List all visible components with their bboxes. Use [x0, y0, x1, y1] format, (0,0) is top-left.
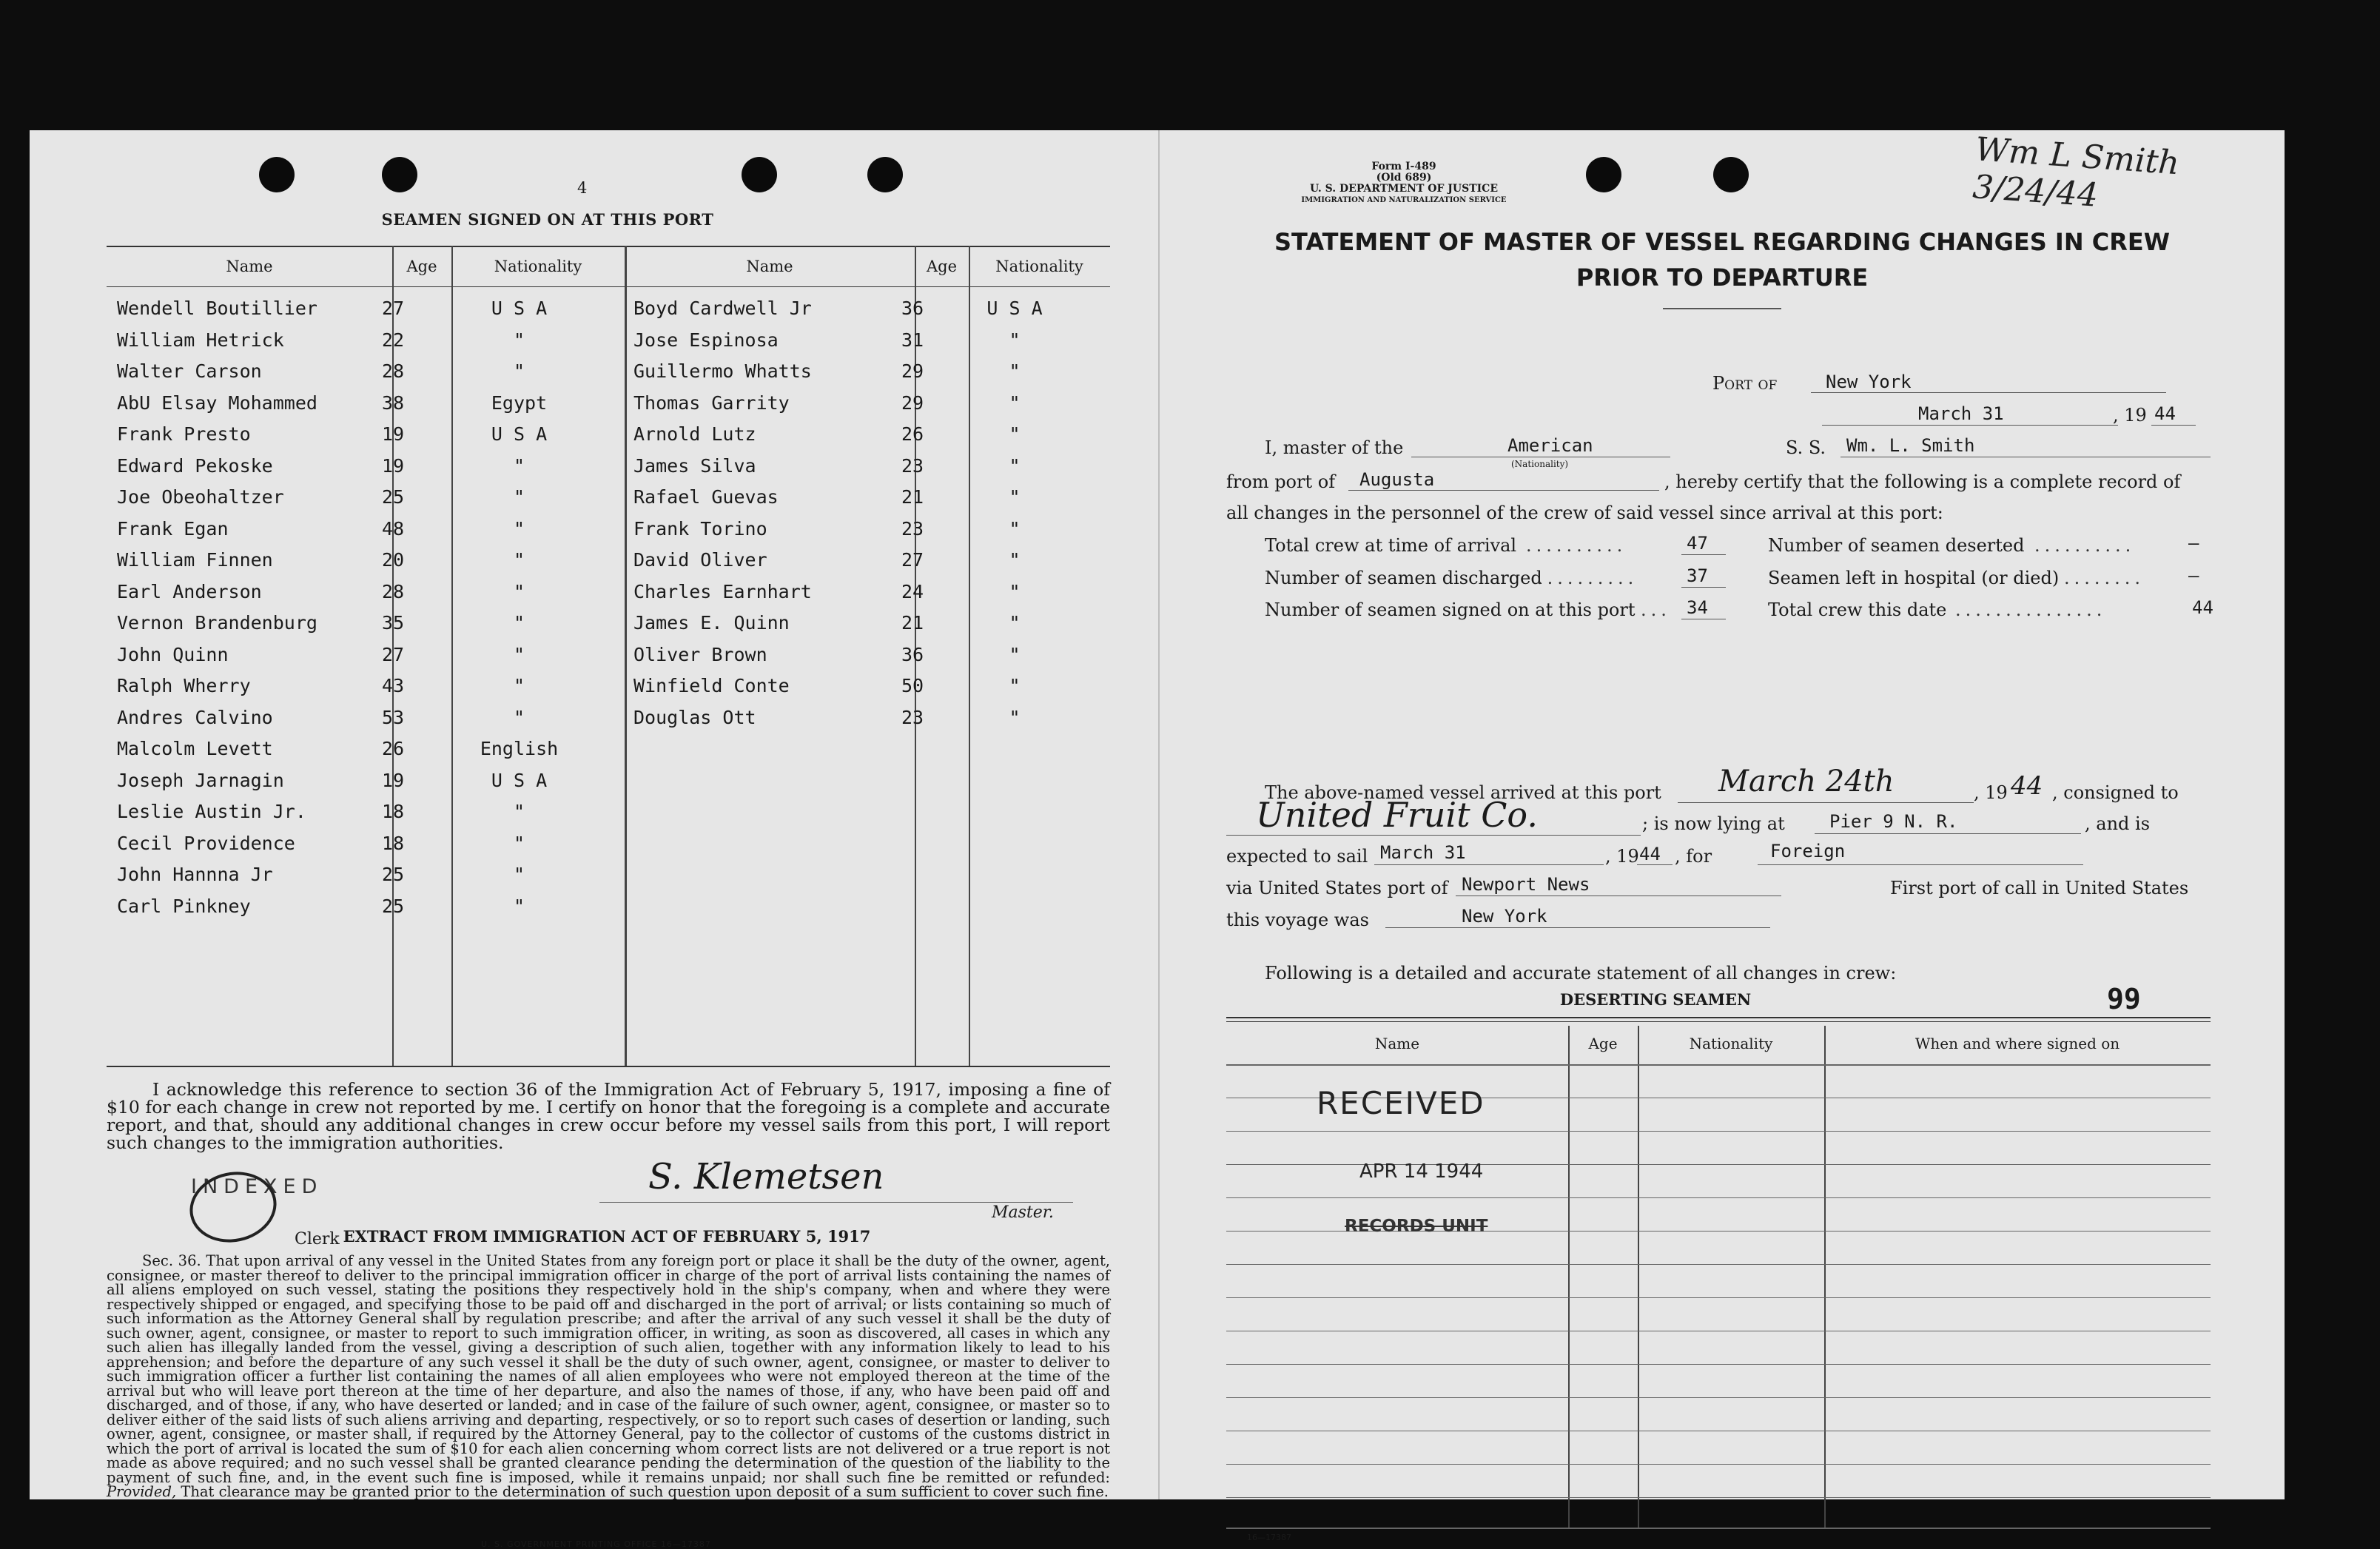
seaman-age: 18 — [381, 801, 405, 822]
seaman-age: 26 — [901, 423, 924, 445]
year-value: 44 — [2154, 403, 2176, 424]
signed-on-label: Number of seamen signed on at this port — [1265, 599, 1636, 620]
section-title: SEAMEN SIGNED ON AT THIS PORT — [381, 210, 714, 229]
table-row — [107, 482, 1110, 513]
table-row — [107, 325, 1110, 356]
deserted-label: Number of seamen deserted — [1768, 535, 2025, 556]
master-label: Master. — [992, 1203, 1054, 1222]
footer-code: 16—17387 — [1247, 1533, 1291, 1542]
seaman-name: AbU Elsay Mohammed — [117, 392, 317, 414]
seaman-name: Joe Obeohaltzer — [117, 486, 284, 508]
ss-label: S. S. — [1786, 437, 1826, 458]
sail-year-prefix: , 19 — [1605, 846, 1639, 867]
voyage-label: this voyage was — [1226, 910, 1369, 930]
seaman-age: 18 — [381, 832, 405, 854]
seaman-age: 36 — [901, 298, 924, 319]
seaman-nationality: " — [513, 580, 525, 602]
seaman-age: 29 — [901, 392, 924, 414]
seaman-name: Cecil Providence — [117, 832, 295, 854]
and-is-label: , and is — [2085, 813, 2151, 834]
seaman-name: Guillermo Whatts — [633, 360, 812, 382]
seaman-name: Boyd Cardwell Jr — [633, 298, 812, 319]
table-row — [107, 451, 1110, 482]
table-row — [107, 796, 1110, 827]
certify-text: , hereby certify that the following is a complete record of — [1664, 471, 2181, 492]
seaman-age: 20 — [381, 549, 405, 571]
table-row — [107, 733, 1110, 765]
seaman-name: James Silva — [633, 454, 756, 477]
acknowledgement: I acknowledge this reference to section 36 of the Immigration Act of February 5, 1917, imposing a fine of $10 for each change in crew not reported by me. I certify on honor that the foregoing is a complete and accurate report, and that, should any additional changes in crew occur before my vessel sails from this port, I will report such changes to the immigration authorities. — [107, 1079, 1110, 1153]
desert-col-signed-on: When and where signed on — [1915, 1035, 2120, 1052]
col-header-name: Name — [226, 258, 273, 275]
department: U. S. DEPARTMENT OF JUSTICE — [1309, 183, 1498, 195]
seaman-age: 21 — [901, 612, 924, 634]
seaman-name: Frank Torino — [633, 517, 767, 540]
seaman-nationality: " — [1009, 360, 1021, 382]
seaman-age: 19 — [381, 454, 405, 477]
arrived-label: The above-named vessel arrived at this port — [1265, 782, 1661, 803]
table-row — [107, 293, 1110, 324]
seaman-nationality: " — [513, 486, 525, 508]
seaman-nationality: English — [480, 738, 559, 759]
seaman-name: Walter Carson — [117, 360, 262, 382]
seaman-age: 27 — [381, 643, 405, 665]
punch-hole — [867, 157, 903, 192]
deserting-title: DESERTING SEAMEN — [1559, 990, 1752, 1009]
sail-year: 44 — [1639, 844, 1661, 864]
seaman-name: Jose Espinosa — [633, 329, 779, 351]
seaman-name: Ralph Wherry — [117, 675, 251, 696]
seaman-age: 36 — [901, 643, 924, 665]
seaman-age: 23 — [901, 706, 924, 728]
punch-hole — [382, 157, 417, 192]
col-header-age: Age — [926, 258, 958, 275]
seaman-name: Joseph Jarnagin — [117, 769, 284, 791]
year-prefix: , 19 — [2113, 405, 2147, 426]
seaman-nationality: U S A — [491, 423, 548, 445]
seaman-name: Frank Presto — [117, 423, 251, 445]
seamen-table — [107, 246, 1110, 1066]
from-port-label: from port of — [1226, 471, 1336, 492]
seaman-nationality: " — [1009, 549, 1021, 571]
hospital: — — [2188, 565, 2199, 586]
title-line-1: STATEMENT OF MASTER OF VESSEL REGARDING CHANGES IN CREW — [1274, 228, 2171, 256]
seaman-age: 48 — [381, 517, 405, 540]
seaman-age: 25 — [381, 864, 405, 885]
seaman-name: Malcolm Levett — [117, 738, 273, 759]
extract-body — [107, 1254, 1110, 1499]
desert-col-age: Age — [1588, 1035, 1618, 1052]
date-value: March 31 — [1918, 403, 2004, 424]
arrived-year-prefix: , 19 — [1974, 782, 2008, 803]
seaman-age: 21 — [901, 486, 924, 508]
service: IMMIGRATION AND NATURALIZATION SERVICE — [1301, 196, 1507, 204]
table-row — [107, 828, 1110, 859]
via-label: via United States port of — [1226, 878, 1448, 898]
col-header-name: Name — [746, 258, 793, 275]
punch-hole — [742, 157, 777, 192]
seaman-nationality: U S A — [491, 298, 548, 319]
seaman-name: Douglas Ott — [633, 706, 756, 728]
table-row — [107, 577, 1110, 608]
desert-col-name: Name — [1374, 1035, 1420, 1052]
seaman-age: 27 — [381, 298, 405, 319]
for-label: , for — [1675, 846, 1712, 867]
certify-text-2: all changes in the personnel of the crew of said vessel since arrival at this port: — [1226, 503, 1943, 523]
seaman-nationality: " — [513, 801, 525, 822]
sail-date: March 31 — [1380, 842, 1466, 863]
hospital-label: Seamen left in hospital (or died) — [1768, 568, 2060, 588]
table-row — [107, 859, 1110, 890]
seaman-nationality: " — [513, 549, 525, 571]
handwritten-corner: Wm L Smith 3/24/44 — [1971, 130, 2181, 215]
seaman-name: Andres Calvino — [117, 706, 273, 728]
seaman-name: John Quinn — [117, 643, 229, 665]
seaman-name: Rafael Guevas — [633, 486, 779, 508]
seaman-name: Charles Earnhart — [633, 580, 812, 602]
seaman-age: 23 — [901, 517, 924, 540]
destination: Foreign — [1770, 841, 1846, 861]
arrived-year: 44 — [2011, 771, 2043, 801]
seaman-nationality: " — [1009, 423, 1021, 445]
seaman-nationality: " — [1009, 486, 1021, 508]
master-of-label: I, master of the — [1265, 437, 1404, 458]
first-call-label: First port of call in United States — [1890, 878, 2189, 898]
col-header-nationality: Nationality — [995, 258, 1083, 275]
clerk-label: Clerk — [295, 1230, 340, 1249]
seaman-age: 23 — [901, 454, 924, 477]
table-row — [107, 891, 1110, 922]
seaman-age: 24 — [901, 580, 924, 602]
deserted: — — [2188, 533, 2199, 554]
seaman-nationality: " — [513, 329, 525, 351]
seaman-nationality: " — [1009, 517, 1021, 540]
records-unit: RECORDS UNIT — [1345, 1217, 1488, 1236]
seaman-nationality: Egypt — [491, 392, 548, 414]
seaman-age: 25 — [381, 486, 405, 508]
received-stamp: RECEIVED — [1317, 1085, 1485, 1121]
expected-label: expected to sail — [1226, 846, 1368, 867]
form-number: Form I-489 — [1371, 161, 1436, 172]
seaman-nationality: " — [1009, 612, 1021, 634]
total-crew-date-label: Total crew this date — [1768, 599, 1947, 620]
seaman-name: Oliver Brown — [633, 643, 767, 665]
seaman-nationality: " — [513, 612, 525, 634]
seaman-nationality: U S A — [986, 298, 1043, 319]
seaman-age: 50 — [901, 675, 924, 696]
port-value: New York — [1826, 372, 1912, 392]
consignee: United Fruit Co. — [1256, 795, 1538, 835]
total-crew-arrival: 47 — [1687, 533, 1708, 554]
page-mark: 99 — [2107, 983, 2141, 1015]
right-page: Form I-489 (Old 689) U. S. DEPARTMENT OF JUSTICE IMMIGRATION AND NATURALIZATION SERVICE Wm L Smith 3/24/44 STATEMENT OF MASTER OF VESSEL REGARDING CHANGES IN CREW PRIOR TO DEPARTURE Port of New York March 31 , 19 44 I, master of the American (Nationality) S. S. Wm. L. Smith from port of Augusta , hereby certify that the following is a complete record of all changes in the personnel of the crew of said vessel since arrival at this port: Total crew at time of arrival .......... 47 Number of seamen discharged .......... 37 Number of seamen signed on at this port ... 34 Number of seamen deserted .......... — Seamen left in hospital (or died) ........ — Total crew this date ............... 44 The above-named vessel arrived at this port March 24th , 19 44 , consigned to United Fruit Co. ; is now lying at Pier 9 N. R. , and is expected to sail March 31 , 19 44 , for Foreign via United States port of Newport News First port of call in United States this voyage was New York Following is a detailed and accurate statement of all changes in crew: DESERTING SEAMEN 99 Name Age Nationality When and where signed on RECEIVED APR 14 1944 RECORDS UNIT 16—17387 — [1158, 130, 2285, 1499]
signed-on: 34 — [1687, 597, 1708, 618]
col-header-nationality: Nationality — [494, 258, 582, 275]
seaman-age: 26 — [381, 738, 405, 759]
nationality-value: American — [1507, 435, 1593, 456]
page-number: 4 — [577, 179, 588, 197]
seaman-name: James E. Quinn — [633, 612, 790, 634]
seaman-nationality: " — [513, 643, 525, 665]
lying-value: Pier 9 N. R. — [1829, 811, 1958, 832]
seaman-name: Arnold Lutz — [633, 423, 756, 445]
seaman-nationality: " — [513, 517, 525, 540]
seaman-nationality: " — [1009, 706, 1021, 728]
extract-title: EXTRACT FROM IMMIGRATION ACT OF FEBRUARY 5, 1917 — [343, 1227, 871, 1246]
printing-office: U. S. GOVERNMENT PRINTING OFFICE 16—17387 — [481, 1539, 711, 1549]
seaman-name: William Finnen — [117, 549, 273, 571]
seaman-nationality: " — [513, 706, 525, 728]
seaman-nationality: " — [513, 895, 525, 917]
seaman-age: 22 — [381, 329, 405, 351]
seaman-nationality: U S A — [491, 769, 548, 791]
master-signature: S. Klemetsen — [648, 1156, 884, 1197]
seaman-name: Wendell Boutillier — [117, 298, 317, 319]
seaman-age: 19 — [381, 769, 405, 791]
via-value: Newport News — [1462, 874, 1590, 895]
left-page — [30, 130, 1158, 1549]
nationality-caption: (Nationality) — [1511, 459, 1569, 469]
indexed-stamp: INDEXED — [191, 1175, 323, 1198]
received-date: APR 14 1944 — [1359, 1160, 1484, 1183]
seaman-nationality: " — [513, 864, 525, 885]
seaman-age: 28 — [381, 580, 405, 602]
seaman-age: 53 — [381, 706, 405, 728]
desert-col-nationality: Nationality — [1689, 1035, 1773, 1052]
arrived-value: March 24th — [1718, 765, 1895, 799]
table-row — [107, 765, 1110, 796]
punch-hole — [1713, 157, 1749, 192]
seaman-nationality: " — [513, 832, 525, 854]
seaman-age: 19 — [381, 423, 405, 445]
seaman-age: 38 — [381, 392, 405, 414]
seaman-name: William Hetrick — [117, 329, 284, 351]
table-row — [107, 639, 1110, 671]
seaman-nationality: " — [513, 454, 525, 477]
seaman-name: Carl Pinkney — [117, 895, 251, 917]
form-header — [1219, 161, 1589, 206]
total-crew-arrival-label: Total crew at time of arrival — [1265, 535, 1517, 556]
following-text: Following is a detailed and accurate statement of all changes in crew: — [1265, 963, 1897, 984]
extract-tail: That clearance may be granted prior to the determination of such question upon deposit of a sum sufficient to cover such fine. — [181, 1483, 1109, 1500]
col-header-age: Age — [406, 258, 437, 275]
seaman-nationality: " — [1009, 392, 1021, 414]
seaman-nationality: " — [513, 675, 525, 696]
table-row — [107, 388, 1110, 419]
seaman-name: Edward Pekoske — [117, 454, 273, 477]
extract-section: Sec. 36. — [142, 1252, 201, 1269]
table-row — [107, 671, 1110, 702]
seaman-nationality: " — [1009, 454, 1021, 477]
seaman-nationality: " — [1009, 329, 1021, 351]
from-port-value: Augusta — [1359, 469, 1435, 490]
seaman-nationality: " — [1009, 675, 1021, 696]
discharged-label: Number of seamen discharged — [1265, 568, 1542, 588]
seaman-age: 28 — [381, 360, 405, 382]
seaman-age: 31 — [901, 329, 924, 351]
seaman-age: 25 — [381, 895, 405, 917]
table-row — [107, 356, 1110, 387]
table-row — [107, 702, 1110, 733]
seaman-nationality: " — [513, 360, 525, 382]
ship-name: Wm. L. Smith — [1846, 435, 1975, 456]
seaman-name: Thomas Garrity — [633, 392, 790, 414]
title-line-2: PRIOR TO DEPARTURE — [1576, 263, 1869, 292]
seaman-name: Earl Anderson — [117, 580, 262, 602]
seaman-nationality: " — [1009, 580, 1021, 602]
punch-hole — [259, 157, 295, 192]
total-crew-date: 44 — [2192, 597, 2213, 618]
seaman-name: David Oliver — [633, 549, 767, 571]
seaman-name: Frank Egan — [117, 517, 229, 540]
table-row — [107, 419, 1110, 450]
seaman-name: Leslie Austin Jr. — [117, 801, 306, 822]
table-row — [107, 514, 1110, 545]
voyage-value: New York — [1462, 906, 1547, 927]
extract-provided: Provided, — [107, 1483, 177, 1500]
seaman-age: 29 — [901, 360, 924, 382]
consigned-label: , consigned to — [2052, 782, 2179, 803]
seaman-name: Vernon Brandenburg — [117, 612, 317, 634]
port-label: Port of — [1712, 373, 1778, 394]
seaman-age: 27 — [901, 549, 924, 571]
table-row — [107, 608, 1110, 639]
seaman-name: John Hannna Jr — [117, 864, 273, 885]
discharged: 37 — [1687, 565, 1708, 586]
table-row — [107, 545, 1110, 576]
seaman-age: 43 — [381, 675, 405, 696]
form-old: (Old 689) — [1376, 172, 1432, 184]
punch-hole — [1586, 157, 1621, 192]
seaman-age: 35 — [381, 612, 405, 634]
seaman-nationality: " — [1009, 643, 1021, 665]
extract-text: That upon arrival of any vessel in the United States from any foreign port or place it shall be the duty of the owner, agent, consignee, or master thereof to deliver to the principal immigration officer in charge of the port of arrival lists containing the names of all aliens employed on such vessel, stating the positions they respectively hold in the ship's company, when and where they were respectively shipped or engaged, and specifying those to be paid off and discharged in the port of arrival; or lists containing so much of such information as the Attorney General shall by regulation prescribe; and after the arrival of any such vessel it shall be the duty of such owner, agent, consignee, or master to report to such immigration officer, in writing, as soon as discovered, all cases in which any such alien has illegally landed from the vessel, giving a description of such alien, together with any information likely to lead to his apprehension; and before the departure of any such vessel it shall be the duty of such owner, agent, consignee, or master to deliver to such immigration officer a further list containing the names of all alien employees who were not employed thereon at the time of the arrival but who will leave port thereon at the time of her departure, and also the names of those, if any, who have been paid off and discharged, and of those, if any, who have deserted or landed; and in case of the failure of such owner, agent, consignee, or master so to deliver either of the said lists of such aliens arriving and departing, respectively, or so to report such cases of desertion or landing, such owner, agent, consignee, or master shall, if required by the Attorney General, pay to the collector of customs of the customs district in which the port of arrival is located the sum of $10 for each alien concerning whom correct lists are not delivered or a true report is not made as above required; and no such vessel shall be granted clearance pending the determination of the question of the liability to the payment of such fine, and, in the event such fine is imposed, while it remains unpaid; nor shall such fine be remitted or refunded: — [107, 1252, 1111, 1486]
lying-label: ; is now lying at — [1642, 813, 1785, 834]
seaman-name: Winfield Conte — [633, 675, 790, 696]
